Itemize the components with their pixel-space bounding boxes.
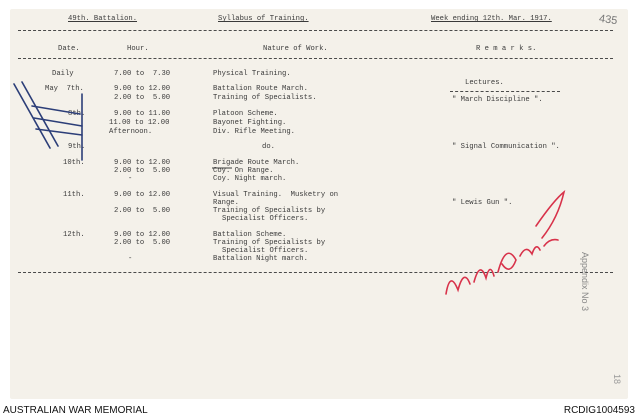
page-number: 435 <box>598 12 619 28</box>
row-work: do. <box>262 143 275 151</box>
row-hour: 9.00 to 12.00 <box>114 159 171 167</box>
row-work: Battalion Route March. <box>213 85 308 93</box>
pencil-stroke <box>22 82 58 146</box>
row-work: Platoon Scheme. <box>213 110 278 118</box>
row-hour: 7.00 to 7.30 <box>114 70 171 78</box>
row-hour: Afternoon. <box>109 128 153 136</box>
row-work: Coy. Night march. <box>213 175 287 183</box>
row-work: Training of Specialists. <box>213 94 317 102</box>
archive-name: AUSTRALIAN WAR MEMORIAL <box>3 405 148 416</box>
row-work: Range. <box>213 199 239 207</box>
remark-item: " Lewis Gun ". <box>452 199 513 207</box>
row-date: 9th. <box>68 143 86 151</box>
row-date: May 7th. <box>45 85 84 93</box>
row-hour: - <box>128 175 133 183</box>
col-remarks: R e m a r k s. <box>476 45 537 53</box>
col-nature: Nature of Work. <box>263 45 328 53</box>
row-date: 11th. <box>63 191 85 199</box>
battalion-heading: 49th. Battalion. <box>68 15 138 23</box>
row-hour: 9.00 to 12.00 <box>114 231 171 239</box>
row-work: Coy. On Range. <box>213 167 274 175</box>
row-date: Daily <box>52 70 74 78</box>
row-hour: 9.00 to 12.00 <box>114 85 171 93</box>
row-work: Div. Rifle Meeting. <box>213 128 295 136</box>
row-work: Specialist Officers. <box>222 215 309 223</box>
appendix-note: Appendix No 3 <box>580 252 590 312</box>
row-hour: 2.00 to 5.00 <box>114 207 171 215</box>
row-hour: 2.00 to 5.00 <box>114 94 171 102</box>
row-work: Training of Specialists by <box>213 239 326 247</box>
corner-number: 18 <box>612 373 623 385</box>
row-work: Battalion Scheme. <box>213 231 287 239</box>
row-hour: 2.00 to 5.00 <box>114 239 171 247</box>
row-hour: 9.00 to 12.00 <box>114 191 171 199</box>
remark-item: " Signal Communication ". <box>452 143 560 151</box>
row-date: 12th. <box>63 231 85 239</box>
remark-item: " March Discipline ". <box>452 96 543 104</box>
row-work: Specialist Officers. <box>222 247 309 255</box>
row-hour: 2.00 to 5.00 <box>114 167 171 175</box>
row-work: Physical Training. <box>213 70 291 78</box>
row-hour: 11.00 to 12.00 <box>109 119 170 127</box>
row-date: 8th. <box>68 110 86 118</box>
signature-image <box>440 180 580 310</box>
row-work: Training of Specialists by <box>213 207 326 215</box>
week-ending: Week ending 12th. Mar. 1917. <box>431 15 552 23</box>
row-work: Visual Training. Musketry on <box>213 191 339 199</box>
row-work: Bayonet Fighting. <box>213 119 287 127</box>
row-hour: - <box>128 255 133 263</box>
pencil-stroke <box>14 84 50 148</box>
remarks-lectures: Lectures. <box>465 79 504 87</box>
row-work: Battalion Night march. <box>213 255 308 263</box>
row-date: 10th. <box>63 159 85 167</box>
row-hour: 9.00 to 11.00 <box>114 110 171 118</box>
pencil-stroke <box>34 118 82 126</box>
archive-footer <box>0 401 639 419</box>
row-work: Brigade Route March. <box>213 159 300 167</box>
col-hour: Hour. <box>127 45 149 53</box>
syllabus-title: Syllabus of Training. <box>218 15 309 23</box>
col-date: Date. <box>58 45 80 53</box>
archive-id: RCDIG1004593 <box>563 405 635 416</box>
